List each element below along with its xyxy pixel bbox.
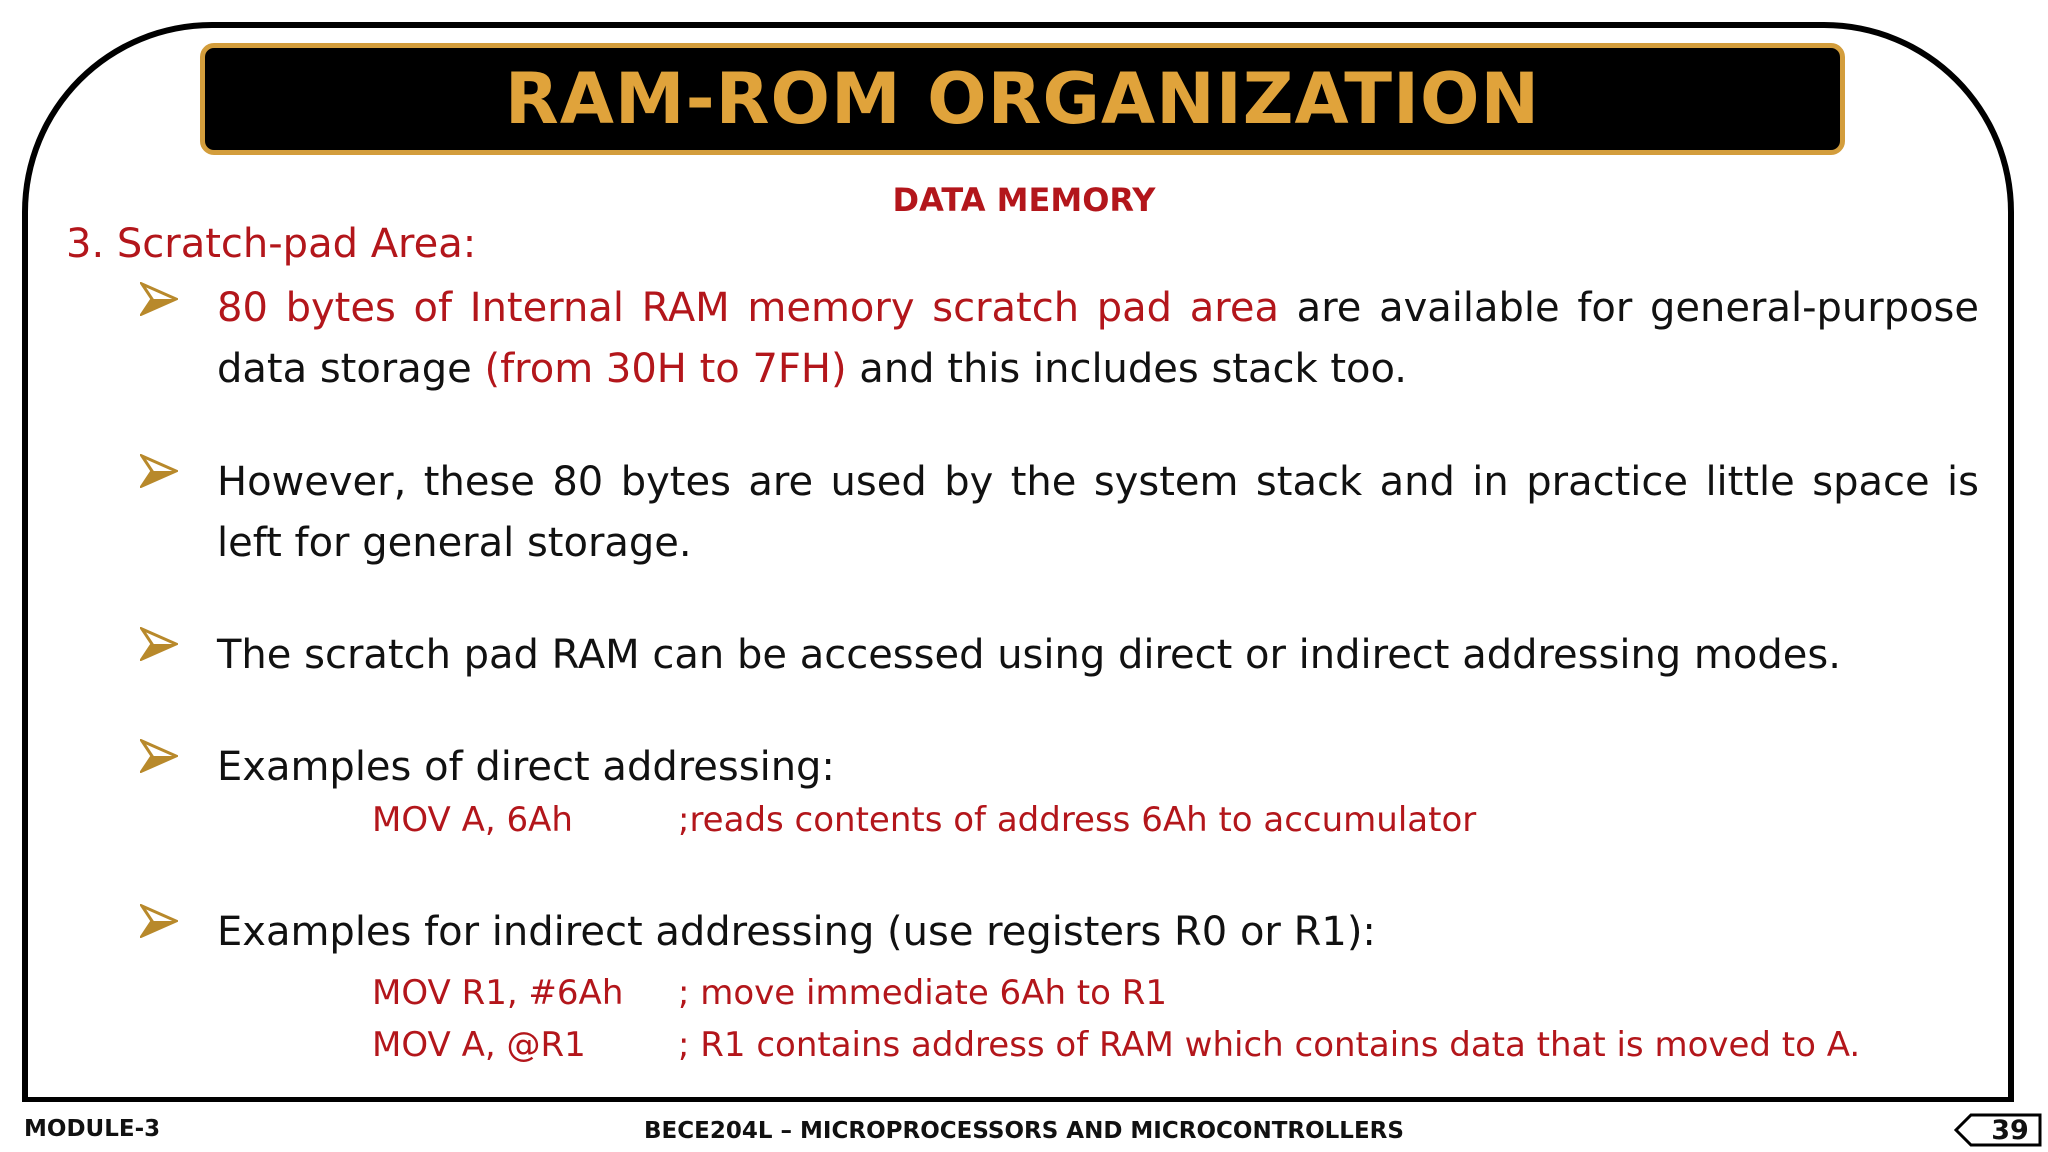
arrow-bullet-icon [140, 904, 178, 938]
bullet-1-highlight-1: 80 bytes of Internal RAM memory scratch pad area [217, 285, 1279, 331]
arrow-bullet-icon [140, 739, 178, 773]
page-number: 39 [1991, 1114, 2029, 1146]
section-title: 3. Scratch-pad Area: [66, 221, 477, 267]
bullet-text-5: Examples for indirect addressing (use registers R0 or R1): [217, 909, 1376, 955]
footer-course: BECE204L – MICROPROCESSORS AND MICROCONTROLLERS [644, 1118, 1404, 1144]
slide-title: RAM-ROM ORGANIZATION [504, 58, 1541, 140]
code-line-indirect-2 [372, 1025, 1861, 1065]
arrow-bullet-icon [140, 627, 178, 661]
bullet-text-4: Examples of direct addressing: [217, 744, 835, 790]
bullet-1-text-2: and this includes stack too. [846, 346, 1408, 392]
arrow-bullet-icon [140, 454, 178, 488]
code-instruction: MOV A, 6Ah [372, 800, 573, 840]
code-instruction: MOV A, @R1 [372, 1025, 586, 1065]
title-bar [200, 43, 1845, 155]
code-instruction: MOV R1, #6Ah [372, 973, 624, 1013]
footer-module: MODULE-3 [24, 1116, 161, 1142]
bullet-1-highlight-2: (from 30H to 7FH) [484, 346, 847, 392]
bullet-text-2: However, these 80 bytes are used by the system stack and in practice little space is left for general storage. [217, 459, 1979, 566]
bullet-text-1 [217, 278, 1979, 400]
code-line-direct [372, 800, 1477, 840]
bullet-1-text-1: are available for general-purpose data storage [217, 285, 1980, 392]
code-comment: ; R1 contains address of RAM which contains data that is moved to A. [678, 1025, 1861, 1065]
arrow-bullet-icon [140, 282, 178, 316]
code-line-indirect-1 [372, 973, 1167, 1013]
code-comment: ; move immediate 6Ah to R1 [678, 973, 1167, 1013]
code-comment: ;reads contents of address 6Ah to accumulator [678, 800, 1477, 840]
slide-subtitle: DATA MEMORY [892, 181, 1156, 219]
bullet-text-3: The scratch pad RAM can be accessed using direct or indirect addressing modes. [217, 632, 1841, 678]
